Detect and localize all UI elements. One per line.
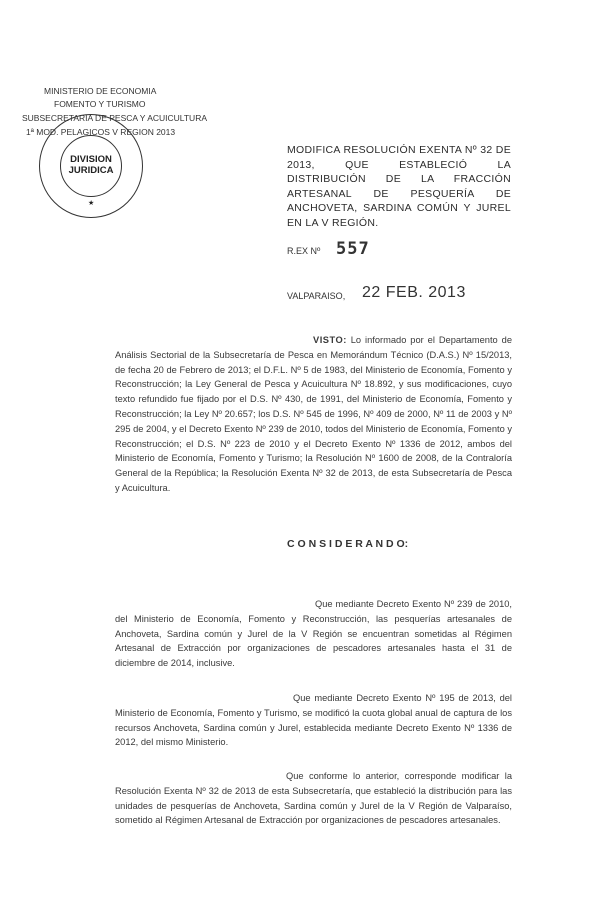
visto-text: Lo informado por el Departamento de Análisis Sectorial de la Subsecretaría de Pesca en Memorándum Técnico (D.A.S.) Nº 15/2013, de fecha 20 de Febrero de 2013; el D.F.L. Nº 5 de 1983, del Ministerio de Economía, Fomento y Reconstrucción; la Ley General de Pesca y Acuicultura Nº 18.892, y sus modificaciones, cuyo texto refundido fue fijado por el D.S. Nº 430, de 1991, del Ministerio de Economía, Fomento y Reconstrucción; la Ley Nº 20.657; los D.S. Nº 545 de 1996, Nº 409 de 2000, Nº 11 de 2003 y Nº 295 de 2004, y el Decreto Exento Nº 239 de 2010, todos del Ministerio de Economía, Fomento y Reconstrucción; el D.S. Nº 223 de 2010 y el Decreto Exento Nº 1336 de 2012, ambos del Ministerio de Economía, Fomento y Turismo; la Resolución Nº 1600 de 2008, de la Contraloría General de la República; la Resolución Exenta Nº 32 de 2013, de esta Subsecretaría de Pesca y Acuicultura. [115,335,512,493]
considerando-heading: C O N S I D E R A N D O: [287,538,409,550]
visto-paragraph [115,333,512,496]
date-stamp: 22 FEB. 2013 [362,284,466,301]
stamp-division: DIVISION [70,154,112,165]
header-fomento: FOMENTO Y TURISMO [54,99,146,109]
stamp-juridica: JURIDICA [68,165,114,176]
header-subsecretaria: SUBSECRETARIA DE PESCA Y ACUICULTURA [22,113,208,123]
rex-label: R.EX Nº [287,246,321,256]
star-icon: ★ [88,200,95,207]
header-ministry: MINISTERIO DE ECONOMIA [44,86,157,96]
division-juridica-stamp [39,114,143,218]
document-title: MODIFICA RESOLUCIÓN EXENTA Nº 32 DE 2013, QUE ESTABLECIÓ LA DISTRIBUCIÓN DE LA FRACCIÓN ARTESANAL DE PESQUERÍA DE ANCHOVETA, SARDINA COMÚN Y JUREL EN LA V REGIÓN. [287,144,511,229]
place-label: VALPARAISO, [287,291,346,301]
rex-number: 557 [336,239,370,259]
considerando-item-2: Que mediante Decreto Exento Nº 195 de 2013, del Ministerio de Economía, Fomento y Turismo, se modificó la cuota global anual de captura de los recursos Anchoveta, Sardina común y Jurel, establecida mediante Decreto Exento Nº 1336 de 2012, del mismo Ministerio. [115,693,512,748]
considerando-item-3: Que conforme lo anterior, corresponde modificar la Resolución Exenta Nº 32 de 2013 de esta Subsecretaría, que estableció la distribución para las unidades de pesquerías de Anchoveta, Sardina común y Jurel de la V Región de Valparaíso, sometido al Régimen Artesanal de Extracción por organizaciones de pescadores artesanales. [115,771,512,826]
header-reference: 1ª MOD. PELAGICOS V REGION 2013 [26,127,176,137]
considerando-item-1: Que mediante Decreto Exento Nº 239 de 2010, del Ministerio de Economía, Fomento y Reconstrucción, las pesquerías artesanales de Anchoveta, Sardina común y Jurel de la V Región se encuentran sometidas al Régimen Artesanal de Extracción por organizaciones de pescadores artesanales hasta el 31 de diciembre de 2014, inclusive. [115,599,512,669]
visto-label: VISTO: [313,335,347,345]
